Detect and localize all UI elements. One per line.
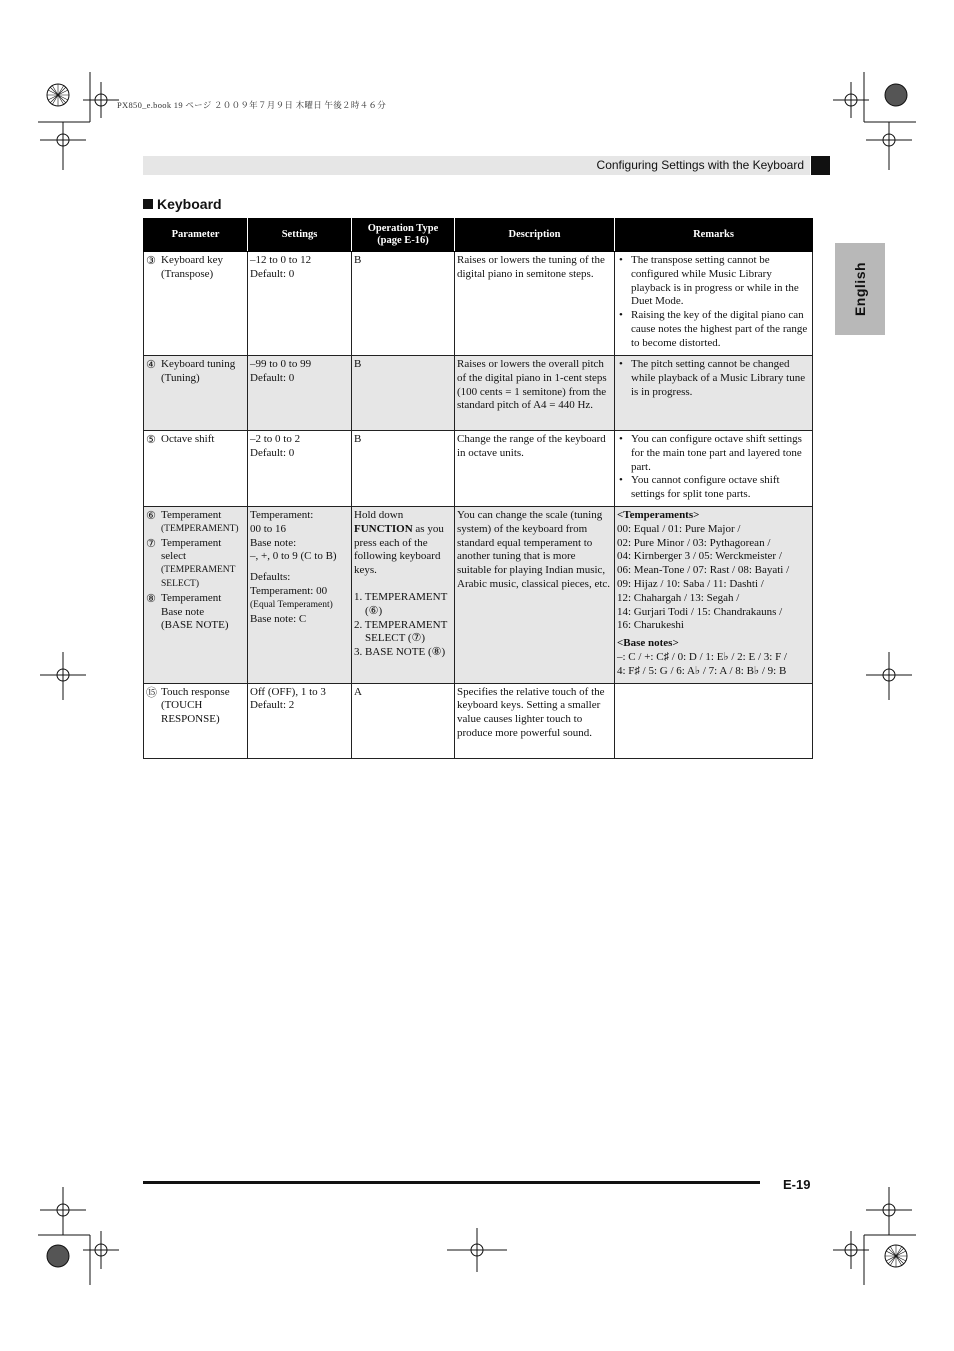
- param-sub: (TEMPERAMENT): [161, 523, 239, 534]
- temperament-line: 09: Hijaz / 10: Saba / 11: Dashti /: [617, 577, 764, 590]
- running-header-title: Configuring Settings with the Keyboard: [596, 158, 804, 172]
- registration-mark-top-right: [816, 72, 926, 182]
- section-title: [143, 196, 222, 212]
- param-number: ⑧: [146, 591, 156, 605]
- param-sub: (Tuning): [161, 371, 200, 384]
- settings-range: Off (OFF), 1 to 3: [250, 685, 326, 698]
- registration-mark-top-left: [38, 72, 148, 182]
- operation-step-cont: (⑥): [365, 604, 383, 617]
- cell-settings: [248, 683, 352, 758]
- settings-range: –99 to 0 to 99: [250, 358, 312, 370]
- temperament-line: 00: Equal / 01: Pure Major /: [617, 522, 741, 535]
- param-name: Octave shift: [161, 433, 215, 445]
- cell-settings: [248, 431, 352, 507]
- settings-defaults-label: Defaults:: [250, 571, 291, 584]
- cell-parameter: [144, 507, 248, 684]
- settings-range: –12 to 0 to 12: [250, 254, 312, 266]
- param-number: ⑥: [146, 509, 156, 522]
- remark-item: • You can configure octave shift settings for the main tone part and layered tone part.: [619, 433, 802, 473]
- settings-base-label: Base note:: [250, 536, 297, 549]
- cell-remarks: [615, 683, 813, 758]
- settings-temp-label: Temperament:: [250, 509, 314, 521]
- operation-hold: Hold down: [354, 509, 404, 521]
- cell-parameter: [144, 431, 248, 507]
- header-remarks: Remarks: [615, 219, 813, 252]
- settings-default: Default: 0: [250, 371, 295, 384]
- settings-range: –2 to 0 to 2: [250, 433, 301, 445]
- temperament-line: 16: Charukeshi: [617, 619, 684, 632]
- operation-press-text: as you press each of the following keyboard keys.: [354, 522, 444, 577]
- cell-remarks: [615, 356, 813, 431]
- registration-mark-mid-right: [865, 652, 915, 702]
- cell-operation: B: [352, 431, 455, 507]
- running-header: [143, 156, 810, 175]
- page-number: E-19: [783, 1177, 811, 1192]
- table-row: [144, 431, 813, 507]
- header-description: Description: [455, 219, 615, 252]
- settings-default: Default: 2: [250, 699, 295, 712]
- cell-operation: B: [352, 356, 455, 431]
- remark-item: • The pitch setting cannot be changed while playback of a Music Library tune is in progress.: [619, 358, 806, 398]
- table-header-row: [144, 219, 813, 252]
- operation-function-key: FUNCTION: [354, 522, 413, 535]
- cell-operation: B: [352, 252, 455, 356]
- base-notes-line: –: C / +: C♯ / 0: D / 1: E♭ / 2: E / 3: F /: [617, 650, 787, 663]
- table-row: [144, 356, 813, 431]
- cell-parameter: [144, 683, 248, 758]
- table-row: [144, 683, 813, 758]
- cell-description: Raises or lowers the tuning of the digital piano in semitone steps.: [455, 252, 615, 356]
- cell-parameter: [144, 252, 248, 356]
- param-sub: (TEMPERAMENT SELECT): [161, 565, 236, 589]
- header-marker-block: [811, 156, 830, 175]
- cell-operation: [352, 507, 455, 684]
- param-name: Temperament: [161, 509, 222, 521]
- settings-default: Default: 0: [250, 267, 295, 280]
- param-name: Keyboard key: [161, 254, 224, 266]
- temperament-line: 02: Pure Minor / 03: Pythagorean /: [617, 536, 771, 549]
- registration-mark-bottom-left: [38, 1185, 148, 1295]
- param-number: ④: [146, 358, 156, 371]
- cell-description: You can change the scale (tuning system) of the keyboard from standard equal temperament to another tuning that is more suitable for playing Indian music, Arabic music, classical pieces, etc.: [455, 507, 615, 684]
- param-name: Temperament select: [161, 536, 222, 563]
- header-operation-type-label: Operation Type: [367, 222, 439, 234]
- cell-remarks: [615, 507, 813, 684]
- keyboard-settings-table: [143, 218, 813, 759]
- cell-settings: [248, 356, 352, 431]
- param-number: ⑤: [146, 433, 156, 446]
- operation-step: 2. TEMPERAMENT: [354, 618, 448, 631]
- settings-default-temp-note: (Equal Temperament): [250, 599, 333, 610]
- header-operation-type-page: (page E-16): [377, 235, 429, 246]
- settings-base-range: –, +, 0 to 9 (C to B): [250, 550, 337, 563]
- header-settings: Settings: [248, 219, 352, 252]
- cell-remarks: [615, 431, 813, 507]
- remark-item: • Raising the key of the digital piano can cause notes the highest part of the range to become distorted.: [619, 309, 808, 349]
- cell-operation: A: [352, 683, 455, 758]
- cell-description: Raises or lowers the overall pitch of the digital piano in 1-cent steps (100 cents = 1 semitone) from the standard pitch of A4 = 440 Hz.: [455, 356, 615, 431]
- registration-mark-bottom-right: [816, 1185, 926, 1295]
- temperament-line: 12: Chahargah / 13: Segah /: [617, 591, 740, 604]
- temperament-line: 14: Gurjari Todi / 15: Chandrakauns /: [617, 605, 783, 618]
- remark-item: • You cannot configure octave shift settings for split tone parts.: [619, 474, 780, 501]
- operation-step-cont: SELECT (⑦): [365, 632, 426, 645]
- param-number: ⑦: [146, 536, 156, 550]
- temperament-line: 04: Kirnberger 3 / 05: Werckmeister /: [617, 550, 782, 563]
- temperament-line: 06: Mean-Tone / 07: Rast / 08: Bayati /: [617, 564, 790, 577]
- param-name: Keyboard tuning: [161, 358, 236, 370]
- settings-temp-range: 00 to 16: [250, 522, 287, 535]
- square-bullet-icon: [143, 199, 153, 209]
- param-name: Temperament Base note: [161, 591, 222, 618]
- param-sub: (BASE NOTE): [161, 619, 229, 632]
- cell-description: Change the range of the keyboard in octave units.: [455, 431, 615, 507]
- param-name: Touch response: [161, 685, 230, 698]
- table-row: [144, 252, 813, 356]
- settings-default-base: Base note: C: [250, 612, 307, 625]
- registration-mark-mid-left: [38, 652, 88, 702]
- registration-mark-bottom-center: [445, 1228, 509, 1278]
- param-number: ③: [146, 254, 156, 267]
- cell-parameter: [144, 356, 248, 431]
- settings-default-temp: Temperament: 00: [250, 584, 328, 597]
- language-tab-label: English: [852, 261, 868, 317]
- settings-default: Default: 0: [250, 446, 295, 459]
- cell-description: Specifies the relative touch of the keyboard keys. Setting a smaller value causes lighter touch to produce more powerful sound.: [455, 683, 615, 758]
- temperaments-label: <Temperaments>: [617, 509, 700, 521]
- print-info-line: PX850_e.book 19 ページ ２００９年７月９日 木曜日 午後２時４６分: [117, 100, 387, 110]
- base-notes-line: 4: F♯ / 5: G / 6: A♭ / 7: A / 8: B♭ / 9: B: [617, 664, 787, 677]
- operation-step: 1. TEMPERAMENT: [354, 590, 448, 603]
- param-sub: (Transpose): [161, 267, 214, 280]
- base-notes-label: <Base notes>: [617, 637, 679, 650]
- footer-rule: [143, 1181, 760, 1184]
- operation-step: 3. BASE NOTE (⑧): [354, 646, 446, 659]
- param-sub: (TOUCH RESPONSE): [161, 699, 220, 726]
- table-row: [144, 507, 813, 684]
- param-number: ⑮: [146, 685, 157, 699]
- language-tab: [835, 243, 885, 335]
- cell-remarks: [615, 252, 813, 356]
- header-operation-type: [352, 219, 455, 252]
- cell-settings: [248, 252, 352, 356]
- cell-settings: [248, 507, 352, 684]
- remark-item: • The transpose setting cannot be configured while Music Library playback is in progress or while in the Duet Mode.: [619, 254, 799, 308]
- header-parameter: Parameter: [144, 219, 248, 252]
- section-title-text: Keyboard: [157, 196, 222, 212]
